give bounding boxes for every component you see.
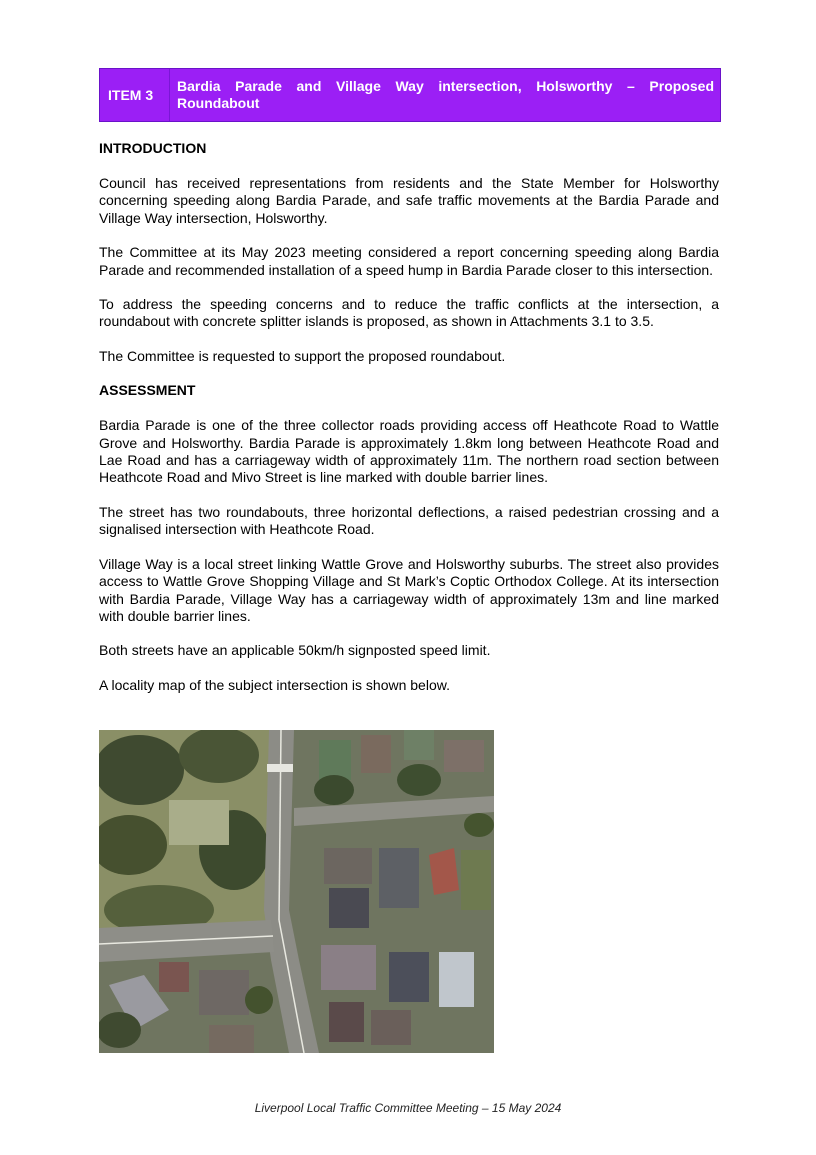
paragraph: Council has received representations from residents and the State Member for Holsworthy concerning speeding along Bardia Parade, and safe traffic movements at the Bardia Parade and Village Way intersection, Holsworthy. bbox=[99, 175, 719, 226]
section-heading-assessment: ASSESSMENT bbox=[99, 382, 196, 399]
paragraph: Village Way is a local street linking Wattle Grove and Holsworthy suburbs. The street also provides access to Wattle Grove Shopping Village and St Mark’s Coptic Orthodox College. At its intersection with Bardia Parade, Village Way has a carriageway width of approximately 13m and line marked with double barrier lines. bbox=[99, 555, 719, 624]
aerial-photo-image bbox=[99, 730, 494, 1053]
section-heading-introduction: INTRODUCTION bbox=[99, 140, 207, 156]
paragraph: Bardia Parade is one of the three collector roads providing access off Heathcote Road to Wattle Grove and Holsworthy. Bardia Parade is approximately 1.8km long between Heathcote Road and Lae Road and has a carriageway width of approximately 11m. The northern road section between Heathcote Road and Mivo Street is line marked with double barrier lines. bbox=[99, 417, 719, 486]
paragraph: The street has two roundabouts, three horizontal deflections, a raised pedestrian crossing and a signalised intersection with Heathcote Road. bbox=[99, 503, 719, 538]
item-number: ITEM 3 bbox=[100, 69, 170, 121]
paragraph: A locality map of the subject intersection is shown below. bbox=[99, 676, 450, 693]
report-body bbox=[99, 140, 719, 711]
paragraph: To address the speeding concerns and to reduce the traffic conflicts at the intersection, a roundabout with concrete splitter islands is proposed, as shown in Attachments 3.1 to 3.5. bbox=[99, 296, 719, 330]
paragraph: The Committee at its May 2023 meeting considered a report concerning speeding along Bardia Parade and recommended installation of a speed hump in Bardia Parade closer to this intersection. bbox=[99, 244, 719, 278]
item-title: Bardia Parade and Village Way intersection, Holsworthy – Proposed Roundabout bbox=[177, 78, 714, 111]
paragraph: Both streets have an applicable 50km/h signposted speed limit. bbox=[99, 642, 491, 659]
page-footer: Liverpool Local Traffic Committee Meeting – 15 May 2024 bbox=[254, 1101, 562, 1115]
item-header bbox=[99, 68, 721, 122]
locality-aerial-map bbox=[99, 730, 494, 1053]
paragraph: The Committee is requested to support the proposed roundabout. bbox=[99, 347, 506, 364]
